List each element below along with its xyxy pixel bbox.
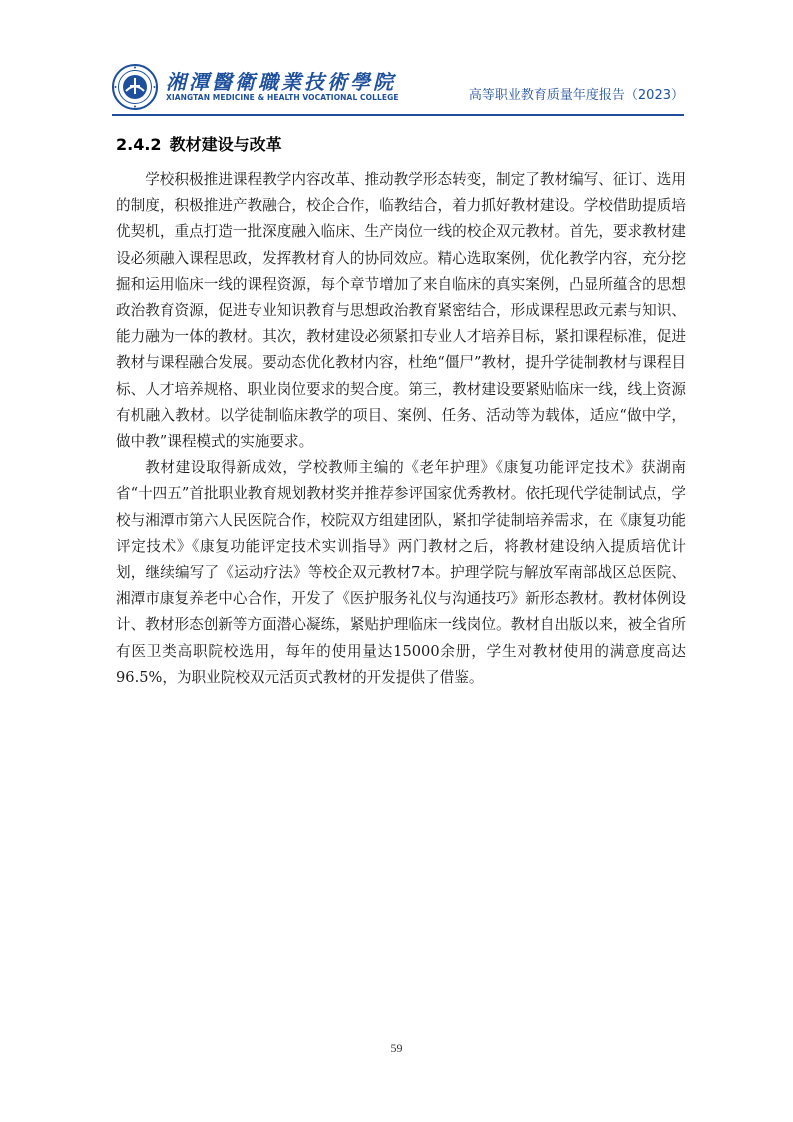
page-number: 59 <box>390 1041 403 1055</box>
school-seal-icon <box>112 64 158 110</box>
school-name-cn: 湘潭醫衛職業技術學院 <box>166 70 396 94</box>
report-title: 高等职业教育质量年度报告（2023） <box>468 88 684 103</box>
body-text <box>116 167 686 691</box>
section-title: 教材建设与改革 <box>169 135 282 154</box>
paragraph: 学校积极推进课程教学内容改革、推动教学形态转变，制定了教材编写、征订、选用的制度，积极推进产教融合，校企合作，临教结合，着力抓好教材建设。学校借助提质培优契机，重点打造一批深度融入临床、生产岗位一线的校企双元教材。首先，要求教材建设必须融入课程思政，发挥教材育人的协同效应。精心选取案例，优化教学内容，充分挖掘和运用临床一线的课程资源，每个章节增加了来自临床的真实案例，凸显所蕴含的思想政治教育资源，促进专业知识教育与思想政治教育紧密结合，形成课程思政元素与知识、能力融为一体的教材。其次，教材建设必须紧扣专业人才培养目标，紧扣课程标准，促进教材与课程融合发展。要动态优化教材内容，杜绝“僵尸”教材，提升学徒制教材与课程目标、人才培养规格、职业岗位要求的契合度。第三，教材建设要紧贴临床一线，线上资源有机融入教材。以学徒制临床教学的项目、案例、任务、活动等为载体，适应“做中学，做中教”课程模式的实施要求。 <box>116 171 686 451</box>
section-heading <box>116 132 282 155</box>
page-header <box>112 62 684 114</box>
paragraph: 教材建设取得新成效，学校教师主编的《老年护理》《康复功能评定技术》获湖南省“十四五”首批职业教育规划教材奖并推荐参评国家优秀教材。依托现代学徒制试点，学校与湘潭市第六人民医院合作，校院双方组建团队，紧扣学徒制培养需求，在《康复功能评定技术》《康复功能评定技术实训指导》两门教材之后，将教材建设纳入提质培优计划，继续编写了《运动疗法》等校企双元教材7本。护理学院与解放军南部战区总医院、湘潭市康复养老中心合作，开发了《医护服务礼仪与沟通技巧》新形态教材。教材体例设计、教材形态创新等方面潜心凝练，紧贴护理临床一线岗位。教材自出版以来，被全省所有医卫类高职院校选用，每年的使用量达15000余册，学生对教材使用的满意度高达96.5%，为职业院校双元活页式教材的开发提供了借鉴。 <box>116 459 686 686</box>
header-divider <box>112 114 684 116</box>
school-name-en: XIANGTAN MEDICINE & HEALTH VOCATIONAL COLLEGE <box>166 93 399 102</box>
section-number: 2.4.2 <box>116 135 162 154</box>
